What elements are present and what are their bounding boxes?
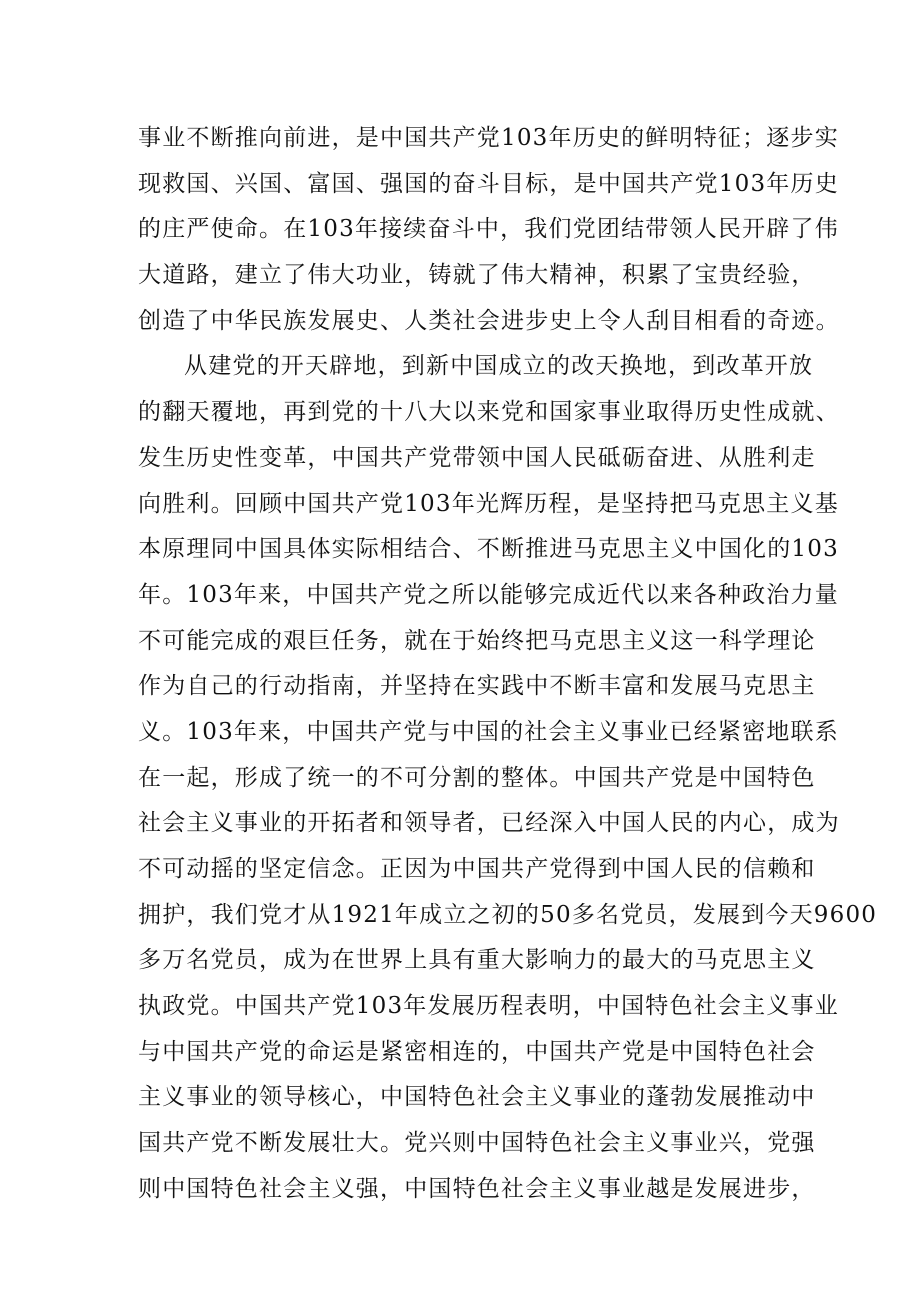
text-line: 事业不断推向前进，是中国共产党103年历史的鲜明特征；逐步实 bbox=[138, 125, 839, 151]
text-line: 作为自己的行动指南，并坚持在实践中不断丰富和发展马克思主 bbox=[138, 673, 816, 700]
text-line: 大道路，建立了伟大功业，铸就了伟大精神，积累了宝贵经验， bbox=[138, 262, 816, 289]
text-line: 在一起，形成了统一的不可分割的整体。中国共产党是中国特色 bbox=[138, 764, 816, 791]
text-line: 的翻天覆地，再到党的十八大以来党和国家事业取得历史性成就、 bbox=[138, 399, 840, 426]
text-line: 年。103年来，中国共产党之所以能够完成近代以来各种政治力量 bbox=[138, 581, 839, 608]
paragraph-first-line: 从建党的开天辟地，到新中国成立的改天换地，到改革开放 bbox=[184, 353, 814, 380]
text-line: 不可动摇的坚定信念。正因为中国共产党得到中国人民的信赖和 bbox=[138, 856, 816, 882]
text-line: 创造了中华民族发展史、人类社会进步史上令人刮目相看的奇迹。 bbox=[138, 307, 840, 334]
text-line: 不可能完成的艰巨任务，就在于始终把马克思主义这一科学理论 bbox=[138, 627, 816, 654]
body-text bbox=[138, 116, 878, 1213]
text-line: 义。103年来，中国共产党与中国的社会主义事业已经紧密地联系 bbox=[138, 718, 839, 745]
text-line: 现救国、兴国、富国、强国的奋斗目标，是中国共产党103年历史 bbox=[138, 170, 839, 197]
text-line: 的庄严使命。在103年接续奋斗中，我们党团结带领人民开辟了伟 bbox=[138, 216, 839, 243]
text-line: 向胜利。回顾中国共产党103年光辉历程，是坚持把马克思主义基 bbox=[138, 490, 839, 517]
text-line: 多万名党员，成为在世界上具有重大影响力的最大的马克思主义 bbox=[138, 947, 816, 974]
text-line: 执政党。中国共产党103年发展历程表明，中国特色社会主义事业 bbox=[138, 993, 839, 1020]
text-line: 本原理同中国具体实际相结合、不断推进马克思主义中国化的103 bbox=[138, 536, 839, 563]
text-line: 社会主义事业的开拓者和领导者，已经深入中国人民的内心，成为 bbox=[138, 810, 840, 837]
text-line: 发生历史性变革，中国共产党带领中国人民砥砺奋进、从胜利走 bbox=[138, 444, 816, 471]
text-line: 国共产党不断发展壮大。党兴则中国特色社会主义事业兴，党强 bbox=[138, 1130, 816, 1157]
text-line: 与中国共产党的命运是紧密相连的，中国共产党是中国特色社会 bbox=[138, 1038, 816, 1065]
text-line: 拥护，我们党才从1921年成立之初的50多名党员，发展到今天9600 bbox=[138, 901, 878, 928]
text-line: 主义事业的领导核心，中国特色社会主义事业的蓬勃发展推动中 bbox=[138, 1084, 816, 1111]
text-line: 则中国特色社会主义强，中国特色社会主义事业越是发展进步， bbox=[138, 1175, 816, 1202]
